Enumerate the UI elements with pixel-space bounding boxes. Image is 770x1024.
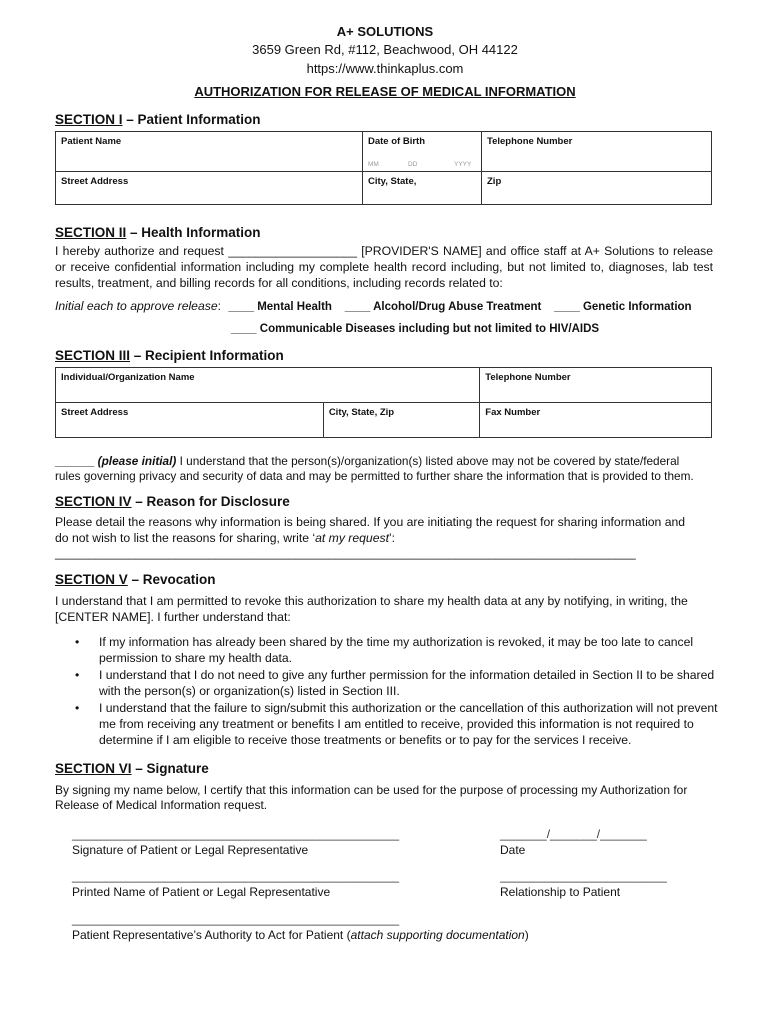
signature-certify-line2: Release of Medical Information request.: [55, 798, 268, 812]
recipient-notice-text: I understand that the person(s)/organization(s) listed above may not be covered by state/federal: [176, 454, 680, 468]
patient-city-label: City, State,: [368, 176, 417, 187]
bullet-text: If my information has already been shared by the time my authorization is revoked, it may be too late to cancel permission to share my health data.: [99, 635, 694, 665]
alcohol-drug-blank[interactable]: ____: [344, 301, 371, 313]
patient-city-field[interactable]: [363, 172, 482, 205]
dob-field[interactable]: [363, 132, 482, 172]
revocation-line2: [CENTER NAME]. I further understand that:: [55, 610, 291, 624]
mental-health-option: Mental Health: [257, 301, 332, 313]
attach-docs-note: attach supporting documentation: [350, 928, 525, 942]
section-3-title: – Recipient Information: [130, 348, 284, 363]
revocation-bullet-list: [75, 634, 725, 749]
section-3-heading: [55, 348, 284, 363]
section-1-heading: [55, 112, 261, 127]
genetic-blank[interactable]: ____: [554, 301, 580, 313]
bullet-text: I understand that the failure to sign/submit this authorization or the cancellation of this authorization will not prevent me from receiving any treatment or benefits I am entitled to receive, provided this information is not required to determine if I am eligible to receive those treatments or benefits or to pay for the services I receive.: [99, 701, 718, 747]
recipient-city-field[interactable]: [323, 403, 479, 438]
company-name: A+ SOLUTIONS: [336, 24, 434, 39]
section-1-title: – Patient Information: [122, 112, 261, 127]
section-5-heading: [55, 572, 216, 587]
document-title: AUTHORIZATION FOR RELEASE OF MEDICAL INFORMATION: [194, 84, 576, 99]
health-info-paragraph: I hereby authorize and request ___________________ [PROVIDER'S NAME] and office staff at A+ Solutions to release or receive confidential information including my complete health record including, but not limited to, diagnoses, lab test results, treatment, and billing records for all conditions, including records related to:: [55, 244, 713, 290]
org-name-label: Individual/Organization Name: [61, 372, 195, 383]
recipient-info-table: [55, 367, 712, 438]
patient-info-table: [55, 131, 712, 205]
relationship-line[interactable]: _________________________: [500, 869, 667, 883]
recipient-street-field[interactable]: [56, 403, 324, 438]
please-initial-note: (please initial): [97, 454, 177, 468]
communicable-blank[interactable]: ____: [231, 323, 257, 335]
patient-street-label: Street Address: [61, 176, 129, 187]
initial-options-row: [55, 299, 692, 313]
recipient-street-label: Street Address: [61, 407, 129, 418]
initial-prompt: Initial each to approve release: [55, 299, 218, 313]
recipient-notice-line2: rules governing privacy and security of data and may be permitted to further share the information that is provided to them.: [55, 469, 694, 483]
section-4-heading: [55, 494, 290, 509]
recipient-phone-field[interactable]: [480, 368, 712, 403]
list-item: [75, 634, 725, 666]
section-2-heading: [55, 225, 261, 240]
reason-line1: Please detail the reasons why information is being shared. If you are initiating the request for sharing information and: [55, 515, 686, 529]
reason-line2: [55, 530, 395, 546]
patient-zip-label: Zip: [487, 176, 502, 187]
signature-label: Signature of Patient or Legal Representative: [72, 843, 309, 857]
section-4-title: – Reason for Disclosure: [131, 494, 290, 509]
bullet-text: I understand that I do not need to give any further permission for the information detailed in Section II to be shared with the person(s) or organization(s) listed in Section III.: [99, 668, 715, 698]
authority-line[interactable]: _________________________________________________: [72, 912, 400, 926]
section-2-number: SECTION II: [55, 225, 127, 240]
bullet-icon: •: [75, 635, 80, 649]
dob-dd-hint: DD: [408, 161, 418, 168]
section-6-heading: [55, 761, 209, 776]
patient-name-label: Patient Name: [61, 136, 122, 147]
list-item: [75, 667, 725, 699]
section-1-number: SECTION I: [55, 112, 123, 127]
mental-health-blank[interactable]: ____: [228, 301, 254, 313]
recipient-city-label: City, State, Zip: [328, 407, 395, 418]
section-6-number: SECTION VI: [55, 761, 132, 776]
bullet-icon: •: [75, 668, 80, 682]
at-my-request-text: at my request: [315, 531, 389, 545]
date-label: Date: [500, 843, 526, 857]
printed-name-line[interactable]: _________________________________________________: [72, 869, 400, 883]
section-5-title: – Revocation: [127, 572, 216, 587]
genetic-option: Genetic Information: [582, 301, 692, 313]
company-url: https://www.thinkaplus.com: [306, 61, 464, 76]
authority-label: [72, 928, 529, 942]
communicable-row: [231, 323, 599, 335]
authority-label-text: Patient Representative’s Authority to Act for Patient (: [72, 928, 351, 942]
revocation-line1: I understand that I am permitted to revoke this authorization to share my health data at any by notifying, in writing, the: [55, 594, 688, 608]
section-3-number: SECTION III: [55, 348, 131, 363]
section-4-number: SECTION IV: [55, 494, 132, 509]
printed-name-label: Printed Name of Patient or Legal Representative: [72, 885, 331, 899]
date-line[interactable]: _______/_______/_______: [500, 827, 647, 841]
recipient-notice-line1: [55, 454, 679, 468]
patient-name-field[interactable]: [56, 132, 363, 172]
patient-phone-label: Telephone Number: [487, 136, 573, 147]
section-2-title: – Health Information: [126, 225, 261, 240]
relationship-label: Relationship to Patient: [500, 885, 621, 899]
patient-phone-field[interactable]: [482, 132, 712, 172]
patient-street-field[interactable]: [56, 172, 363, 205]
signature-line[interactable]: _________________________________________________: [72, 827, 400, 841]
org-name-field[interactable]: [56, 368, 480, 403]
patient-zip-field[interactable]: [482, 172, 712, 205]
reason-line2-end: ’:: [388, 531, 396, 545]
company-address: 3659 Green Rd, #112, Beachwood, OH 44122: [252, 42, 518, 57]
recipient-fax-label: Fax Number: [485, 407, 541, 418]
dob-label: Date of Birth: [368, 136, 425, 147]
dob-mm-hint: MM: [368, 161, 379, 168]
initial-prompt-colon: :: [217, 299, 221, 313]
authority-label-end: ): [524, 928, 529, 942]
communicable-option: Communicable Diseases including but not limited to HIV/AIDS: [259, 323, 600, 335]
section-5-number: SECTION V: [55, 572, 128, 587]
recipient-phone-label: Telephone Number: [485, 372, 571, 383]
reason-answer-line[interactable]: _______________________________________________________________________________________: [55, 546, 636, 560]
reason-line2-text: do not wish to list the reasons for sharing, write ‘: [55, 531, 316, 545]
alcohol-drug-option: Alcohol/Drug Abuse Treatment: [373, 301, 542, 313]
list-item: [75, 700, 725, 748]
section-6-title: – Signature: [131, 761, 209, 776]
recipient-fax-field[interactable]: [480, 403, 712, 438]
recipient-initial-blank[interactable]: ______: [55, 454, 95, 468]
signature-certify-line1: By signing my name below, I certify that this information can be used for the purpose of processing my Authorization for: [55, 783, 688, 797]
bullet-icon: •: [75, 701, 80, 715]
dob-yyyy-hint: YYYY: [454, 161, 472, 168]
